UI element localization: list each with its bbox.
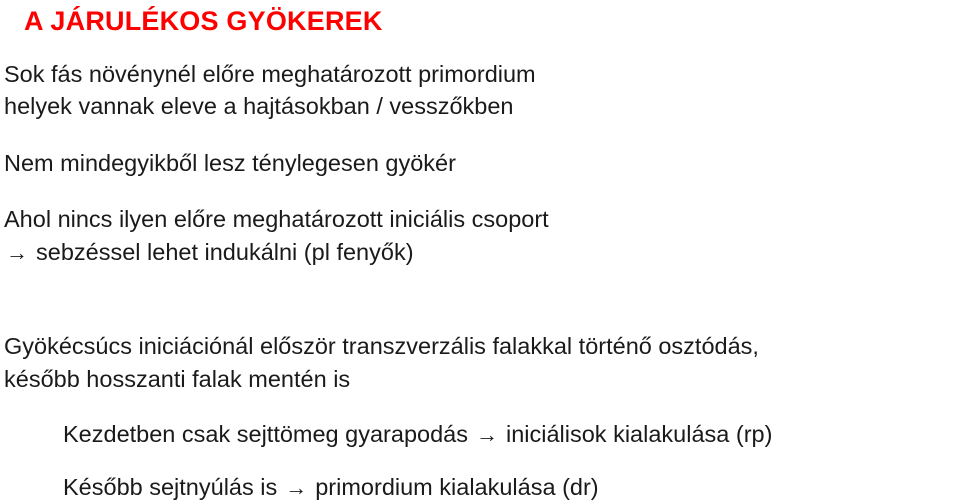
sub-line-1-a: Kezdetben csak sejttömeg gyarapodás — [63, 421, 468, 447]
text-line-p4-1: Gyökécsúcs iniciációnál először transzverzális falakkal történő osztódás, — [4, 333, 759, 359]
text-line-p3-1: Ahol nincs ilyen előre meghatározott iniciális csoport — [4, 206, 549, 232]
sub-line-2 — [63, 473, 599, 502]
sub-line-2-a: Később sejtnyúlás is — [63, 474, 278, 500]
text-line-p1-1: Sok fás növénynél előre meghatározott primordium — [4, 61, 536, 87]
arrow-right-icon: → — [285, 475, 308, 500]
arrow-right-icon: → — [475, 422, 498, 447]
text-line-p3-2 — [4, 238, 414, 267]
text-line-p4-2: később hosszanti falak mentén is — [4, 366, 351, 392]
sub-line-1-b: iniciálisok kialakulása (rp) — [505, 421, 773, 447]
text-line-p1-2: helyek vannak eleve a hajtásokban / vesszőkben — [4, 93, 514, 119]
arrow-right-icon: → — [6, 240, 28, 265]
text-line-p2: Nem mindegyikből lesz ténylegesen gyökér — [4, 150, 456, 176]
sub-line-2-b: primordium kialakulása (dr) — [315, 474, 599, 500]
sub-line-1 — [63, 420, 772, 449]
text-line-p3-2-text: sebzéssel lehet indukálni (pl fenyők) — [36, 239, 414, 265]
slide-title: A JÁRULÉKOS GYÖKEREK — [24, 6, 383, 36]
